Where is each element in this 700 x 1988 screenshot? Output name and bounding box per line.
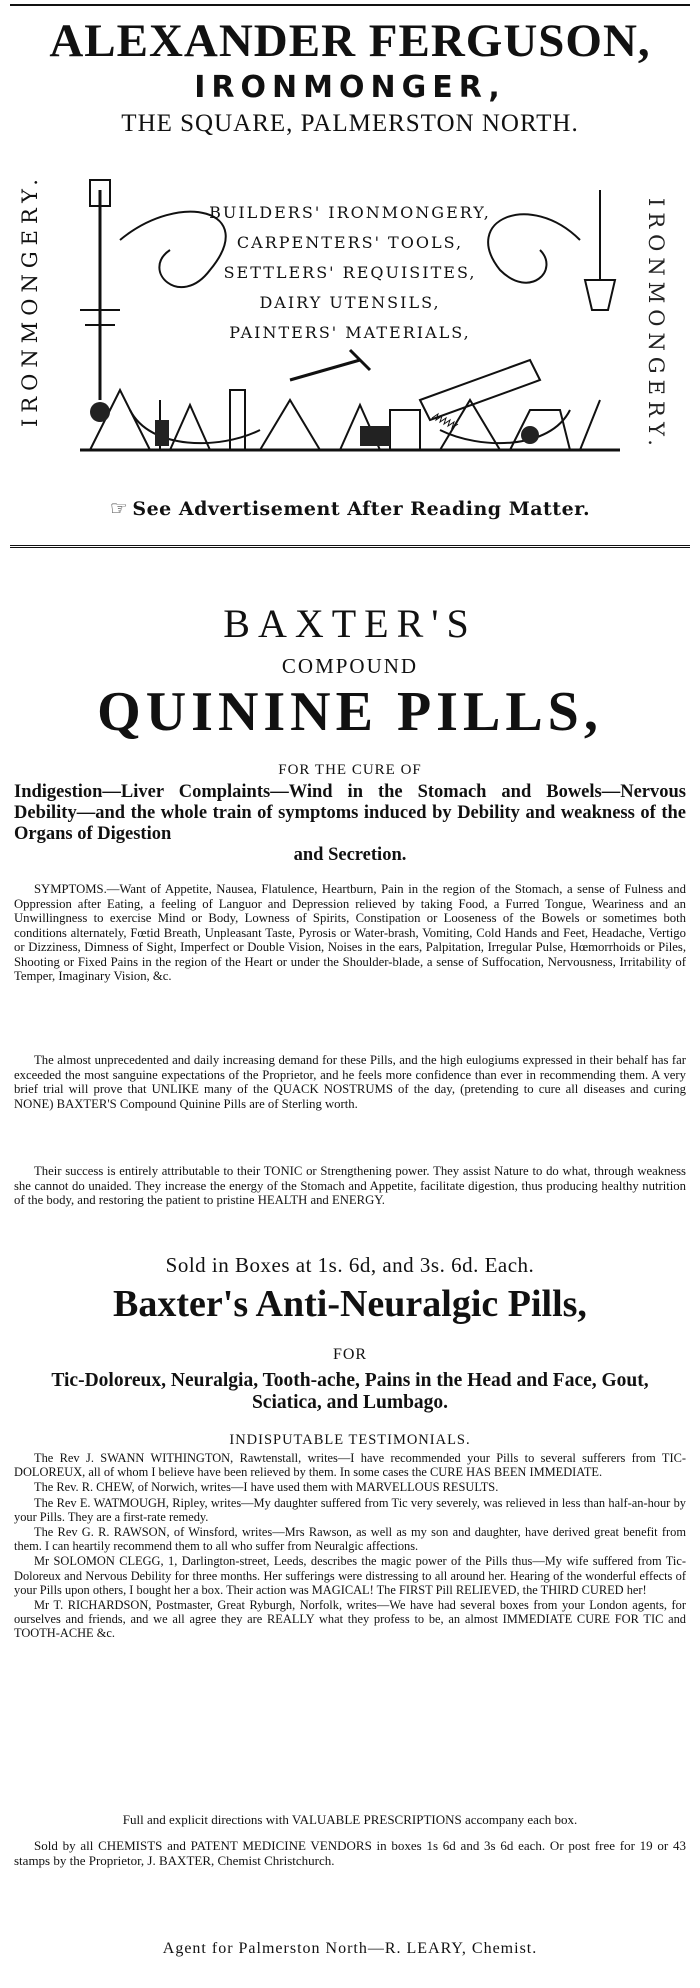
pointing-hand-icon: ☞ [109, 496, 129, 520]
testimonial: The Rev E. WATMOUGH, Ripley, writes—My daughter suffered from Tic very severely, was relieved in less than half-an-hour by your Pills. They are a first-rate remedy. [14, 1495, 686, 1524]
testimonial: Mr T. RICHARDSON, Postmaster, Great Ryburgh, Norfolk, writes—We have had several boxes from your London agents, for ourselves and friends, and we all agree they are REALLY what they profess to be, an almost IMMEDIATE CURE FOR TIC and TOOTH-ACHE &c. [14, 1598, 686, 1641]
goods-item: PAINTERS' MATERIALS, [229, 323, 471, 342]
advertiser-name: ALEXANDER FERGUSON, [49, 15, 651, 67]
see-advertisement-line [30, 496, 670, 520]
top-rule [10, 4, 690, 6]
success-text: Their success is entirely attributable to their TONIC or Strengthening power. They assist Nature to do what, through weakness she cannot do unaided. They increase the energy of the Stomach and Appetite, facilitate digestion, thus producing healthy nutrition of the body, and restoring the patient to pristine HEALTH and ENERGY. [14, 1164, 686, 1207]
demand-paragraph [14, 1053, 686, 1114]
directions-line: Full and explicit directions with VALUABLE PRESCRIPTIONS accompany each box. [122, 1812, 578, 1827]
demand-text: The almost unprecedented and daily increasing demand for these Pills, and the high eulogiums expressed in their behalf has far exceeded the most sanguine expectations of the Proprietor, and he feels more confidence than ever in recommending them. A very brief trial will prove that UNLIKE many of the QUACK NOSTRUMS of the day, (pretending to cure all diseases and curing NONE) BAXTER'S Compound Quinine Pills are of Sterling worth. [14, 1053, 686, 1111]
neuralgic-indications: Tic-Doloreux, Neuralgia, Tooth-ache, Pains in the Head and Face, Gout, Sciatica, and Lumbago. [51, 1370, 649, 1413]
goods-item: DAIRY UTENSILS, [259, 293, 441, 312]
neuralgic-pills-title: Baxter's Anti-Neuralgic Pills, [113, 1283, 587, 1325]
side-label-right: IRONMONGERY. [644, 198, 668, 452]
ferguson-advertisement [0, 0, 700, 552]
brand-title: BAXTER'S [223, 601, 477, 646]
product-title: QUININE PILLS, [97, 681, 603, 743]
agent-line: Agent for Palmerston North—R. LEARY, Chemist. [162, 1940, 538, 1957]
testimonial: The Rev. R. CHEW, of Norwich, writes—I have used them with MARVELLOUS RESULTS. [34, 1480, 499, 1495]
success-paragraph [14, 1164, 686, 1211]
indications-end: and Secretion. [293, 845, 407, 865]
goods-list [150, 198, 550, 348]
for-label: FOR [332, 1346, 368, 1363]
see-advertisement-text: See Advertisement After Reading Matter. [132, 498, 591, 520]
goods-item: SETTLERS' REQUISITES, [223, 263, 477, 282]
testimonials-heading: INDISPUTABLE TESTIMONIALS. [229, 1432, 471, 1448]
symptoms-text: SYMPTOMS.—Want of Appetite, Nausea, Flatulence, Heartburn, Pain in the region of the Stomach, a sense of Fulness and Oppression after Eating, a feeling of Languor and Depression relieved by taking Food, a Furred Tongue, Weariness and an Unwillingness to exercise Mind or Body, Lowness of Spirits, Constipation or Looseness of the Bowels or sometimes both conditions alternately, Fœtid Breath, Unpleasant Taste, Pyrosis or Water-brash, Vomiting, Cold Hands and Feet, Headache, Vertigo or Dizziness, Dimness of Sight, Imperfect or Double Vision, Noises in the ears, Palpitation, Irregular Pulse, Hœmorrhoids or Piles, Shooting or Fixed Pains in the region of the Heart or under the Shoulder-blade, a sense of Suffocation, Nervousness, Irritability of Temper, Imaginary Vision, &c. [14, 882, 686, 983]
compound-label: COMPOUND [281, 654, 419, 678]
testimonial: The Rev J. SWANN WITHINGTON, Rawtenstall, writes—I have recommended your Pills to several sufferers from TIC-DOLOREUX, all of whom I believe have been relieved by them. In some cases the CURE HAS BEEN IMMEDIATE. [14, 1451, 686, 1480]
advertiser-address: THE SQUARE, PALMERSTON NORTH. [121, 110, 579, 137]
advertiser-trade: IRONMONGER, [194, 70, 506, 105]
chemists-text: Sold by all CHEMISTS and PATENT MEDICINE VENDORS in boxes 1s 6d and 3s 6d each. Or post free for 19 or 43 stamps by the Proprietor, J. BAXTER, Chemist Christchurch. [14, 1838, 686, 1868]
for-cure-label: FOR THE CURE OF [278, 762, 422, 778]
goods-item: CARPENTERS' TOOLS, [236, 233, 464, 252]
section-separator [10, 545, 690, 551]
side-label-left: IRONMONGERY. [18, 173, 42, 427]
testimonials-list [14, 1451, 686, 1642]
indications-block [14, 782, 686, 866]
price-line: Sold in Boxes at 1s. 6d, and 3s. 6d. Each. [165, 1253, 535, 1277]
testimonial: The Rev G. R. RAWSON, of Winsford, writes—Mrs Rawson, as well as my son and daughter, have derived great benefit from them. I can heartily recommend them to all who suffer from Neuralgic affections. [14, 1525, 686, 1554]
goods-item: BUILDERS' IRONMONGERY, [209, 203, 491, 222]
indications-text: Indigestion—Liver Complaints—Wind in the Stomach and Bowels—Nervous Debility—and the whole train of symptoms induced by Debility and weakness of the Organs of Digestion [14, 782, 686, 844]
testimonial: Mr SOLOMON CLEGG, 1, Darlington-street, Leeds, describes the magic power of the Pills thus—My wife suffered from Tic-Doloreux and Nervous Debility for three months. Her sufferings were distressing to all around her. Hearing of the wonderful effects of your Pills upon others, I bought her a box. Their action was MAGICAL! The FIRST Pill RELIEVED, the THIRD CURED her! [14, 1554, 686, 1597]
chemists-paragraph [14, 1838, 686, 1871]
symptoms-paragraph [14, 882, 686, 987]
